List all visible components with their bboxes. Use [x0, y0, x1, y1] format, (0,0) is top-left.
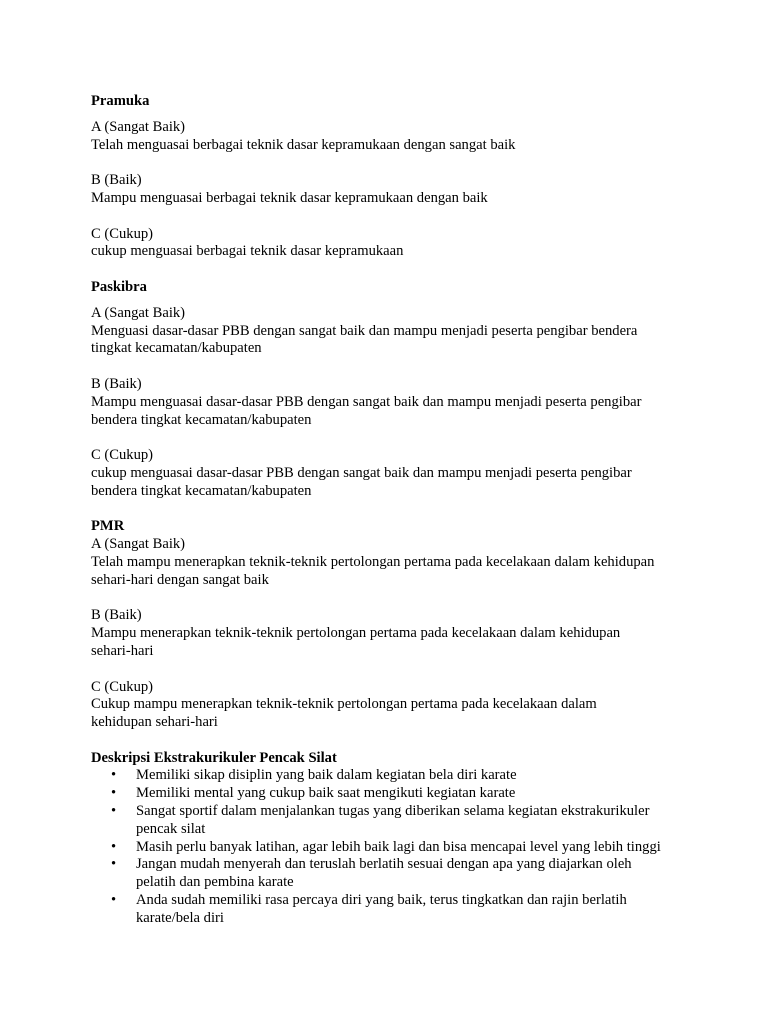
grade-block: [91, 447, 691, 500]
bullet-icon: •: [111, 892, 117, 909]
grade-block: [91, 172, 691, 208]
grade-description-line: kehidupan sehari-hari: [91, 714, 218, 731]
list-item: [91, 785, 691, 803]
section-pramuka: [91, 93, 691, 261]
bullet-icon: •: [111, 803, 117, 820]
grade-label: A (Sangat Baik): [91, 304, 186, 321]
section-pencak-silat: [91, 750, 691, 928]
grade-description-line: cukup menguasai dasar-dasar PBB dengan sangat baik dan mampu menjadi peserta pengibar: [91, 464, 632, 481]
bullet-icon: •: [111, 767, 117, 784]
section-pmr: [91, 518, 691, 732]
list-item-text: pelatih dan pembina karate: [136, 874, 294, 891]
grade-block: [91, 607, 691, 660]
grade-description-line: Mampu menerapkan teknik-teknik pertolongan pertama pada kecelakaan dalam kehidupan: [91, 625, 621, 642]
section-title: Deskripsi Ekstrakurikuler Pencak Silat: [91, 749, 337, 766]
list-item-text: Masih perlu banyak latihan, agar lebih baik lagi dan bisa mencapai level yang lebih tinggi: [136, 838, 661, 855]
document-page: [91, 93, 691, 928]
grade-description: Mampu menguasai berbagai teknik dasar kepramukaan dengan baik: [91, 189, 488, 206]
list-item: [91, 892, 691, 928]
grade-description-line: Mampu menguasai dasar-dasar PBB dengan sangat baik dan mampu menjadi peserta pengibar: [91, 393, 642, 410]
grade-label: B (Baik): [91, 375, 142, 392]
section-title: Paskibra: [91, 278, 147, 295]
grade-description-line: sehari-hari dengan sangat baik: [91, 571, 269, 588]
grade-description-line: Telah mampu menerapkan teknik-teknik pertolongan pertama pada kecelakaan dalam kehidupan: [91, 553, 655, 570]
grade-block: [91, 305, 691, 358]
grade-block: [91, 119, 691, 155]
grade-description-line: Menguasi dasar-dasar PBB dengan sangat baik dan mampu menjadi peserta pengibar bendera: [91, 322, 638, 339]
bullet-icon: •: [111, 785, 117, 802]
grade-description-line: bendera tingkat kecamatan/kabupaten: [91, 411, 312, 428]
grade-label: B (Baik): [91, 172, 142, 189]
bullet-list: [91, 767, 691, 927]
grade-description: cukup menguasai berbagai teknik dasar kepramukaan: [91, 243, 404, 260]
list-item: [91, 767, 691, 785]
grade-label: B (Baik): [91, 607, 142, 624]
grade-label: C (Cukup): [91, 678, 154, 695]
list-item-text: karate/bela diri: [136, 909, 224, 926]
grade-description-line: Cukup mampu menerapkan teknik-teknik pertolongan pertama pada kecelakaan dalam: [91, 696, 597, 713]
section-title: Pramuka: [91, 93, 150, 109]
grade-label: C (Cukup): [91, 447, 154, 464]
bullet-icon: •: [111, 856, 117, 873]
grade-block: [91, 536, 691, 589]
grade-label: A (Sangat Baik): [91, 536, 186, 553]
grade-description-line: bendera tingkat kecamatan/kabupaten: [91, 482, 312, 499]
grade-block: [91, 376, 691, 429]
section-paskibra: [91, 279, 691, 501]
list-item: [91, 839, 691, 857]
grade-block: [91, 679, 691, 732]
list-item-text: Anda sudah memiliki rasa percaya diri yang baik, terus tingkatkan dan rajin berlatih: [136, 892, 627, 909]
grade-description-line: sehari-hari: [91, 642, 154, 659]
list-item-text: pencak silat: [136, 820, 206, 837]
list-item: [91, 856, 691, 892]
section-title: PMR: [91, 518, 125, 535]
grade-label: A (Sangat Baik): [91, 118, 186, 135]
list-item-text: Memiliki sikap disiplin yang baik dalam kegiatan bela diri karate: [136, 767, 517, 784]
grade-block: [91, 226, 691, 262]
list-item-text: Sangat sportif dalam menjalankan tugas yang diberikan selama kegiatan ekstrakurikuler: [136, 803, 650, 820]
bullet-icon: •: [111, 838, 117, 855]
grade-label: C (Cukup): [91, 225, 154, 242]
grade-description-line: tingkat kecamatan/kabupaten: [91, 340, 262, 357]
list-item-text: Memiliki mental yang cukup baik saat mengikuti kegiatan karate: [136, 785, 516, 802]
grade-description: Telah menguasai berbagai teknik dasar kepramukaan dengan sangat baik: [91, 136, 516, 153]
list-item: [91, 803, 691, 839]
list-item-text: Jangan mudah menyerah dan teruslah berlatih sesuai dengan apa yang diajarkan oleh: [136, 856, 632, 873]
